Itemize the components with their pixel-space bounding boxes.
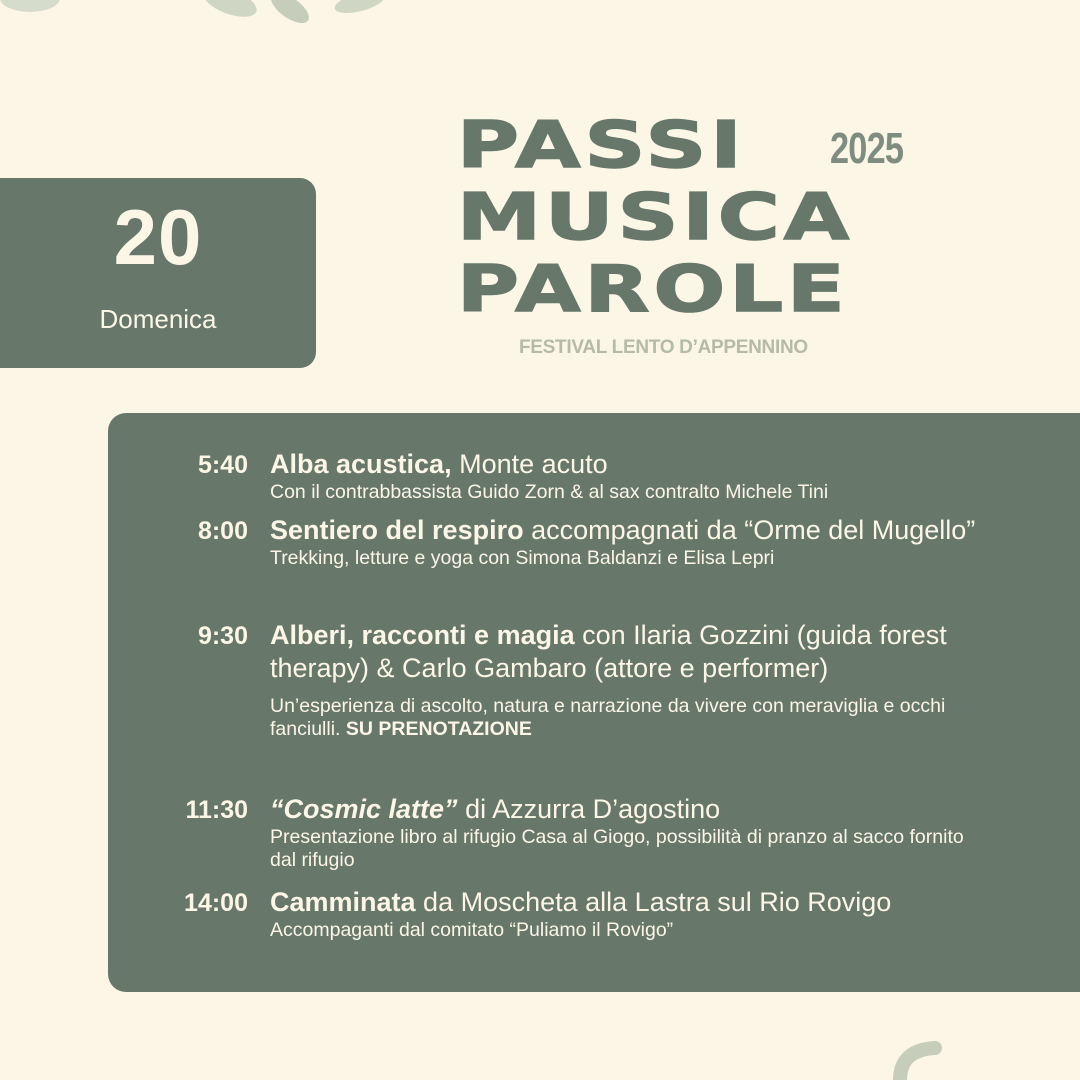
title-line-2: MUSICA (457, 181, 854, 255)
date-number: 20 (113, 193, 203, 281)
title-line-1: PASSI (457, 109, 746, 183)
festival-subtitle: FESTIVAL LENTO D’APPENNINO (519, 337, 808, 358)
booking-note: SU PRENOTAZIONE (345, 718, 532, 740)
schedule-panel (108, 413, 1080, 992)
event-time: 9:30 (197, 622, 248, 650)
event-detail: Accompaganti dal comitato “Puliamo il Rovigo” (270, 919, 674, 941)
leaf-decoration-top (0, 0, 400, 40)
event-detail: Un’esperienza di ascolto, natura e narrazione da vivere con meraviglia e occhi fanciulli. SU PRENOTAZIONE (270, 695, 946, 740)
event-time: 8:00 (197, 517, 248, 545)
event-title: Alba acustica, Monte acuto (270, 449, 608, 479)
date-weekday: Domenica (99, 304, 217, 334)
festival-title (457, 109, 904, 327)
event-title: Alberi, racconti e magia con Ilaria Gozzini (guida forest therapy) & Carlo Gambaro (attore e performer) (270, 620, 947, 683)
event-title: Sentiero del respiro accompagnati da “Orme del Mugello” (270, 515, 976, 545)
event-detail: Presentazione libro al rifugio Casa al Giogo, possibilità di pranzo al sacco fornito dal rifugio (270, 826, 964, 871)
event-time: 14:00 (184, 889, 248, 917)
event-title: “Cosmic latte” di Azzurra D’agostino (270, 794, 721, 824)
event-detail: Trekking, letture e yoga con Simona Baldanzi e Elisa Lepri (270, 547, 775, 569)
event-time: 5:40 (197, 451, 248, 479)
date-box (0, 178, 316, 368)
event-title: Camminata da Moscheta alla Lastra sul Rio Rovigo (270, 887, 892, 917)
event-detail: Con il contrabbassista Guido Zorn & al sax contralto Michele Tini (270, 481, 829, 503)
title-year: 2025 (830, 124, 904, 173)
title-line-3: PAROLE (457, 253, 849, 327)
event-time: 11:30 (185, 796, 248, 824)
leaf-decoration-bottom (880, 1030, 1080, 1080)
